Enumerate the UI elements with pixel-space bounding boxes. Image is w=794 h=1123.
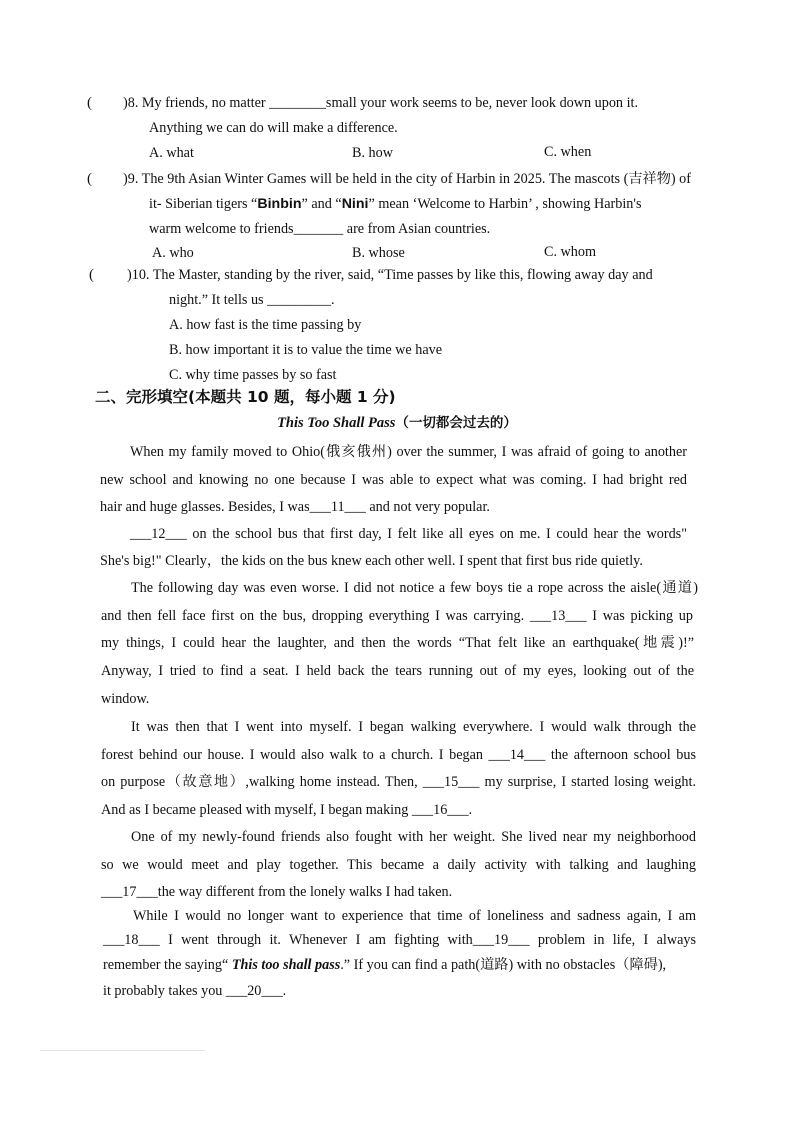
passage-line: It was then that I went into myself. I began walking everywhere. I would walk through the [131, 719, 696, 735]
passage-line: my things, I could hear the laughter, and then the words “That felt like an earthquake(地震)!” [101, 635, 694, 651]
passage-line: And as I became pleased with myself, I began making ___16___. [101, 802, 473, 818]
q8-option-b[interactable]: B. how [352, 145, 393, 161]
passage-line: When my family moved to Ohio(俄亥俄州) over the summer, I was afraid of going to another [130, 444, 687, 460]
passage-line: She's big!" Clearly，the kids on the bus knew each other well. I spent that first bus ride quietly. [100, 553, 643, 569]
q9-stem-line1: )9. The 9th Asian Winter Games will be held in the city of Harbin in 2025. The mascots (吉祥物) of [123, 171, 692, 187]
passage-line: The following day was even worse. I did not notice a few boys tie a rope across the aisle(通道) [131, 580, 698, 596]
passage-line: While I would no longer want to experience that time of loneliness and sadness again, I am [133, 908, 696, 924]
q8-stem-line2: Anything we can do will make a difference. [149, 120, 398, 136]
passage-line: forest behind our house. I would also walk to a church. I began ___14___ the afternoon school bus [101, 747, 696, 763]
q8-option-c[interactable]: C. when [544, 144, 592, 160]
answer-paren[interactable]: ( [89, 267, 94, 283]
passage-line: so we would meet and play together. This became a daily activity with talking and laughing [101, 857, 696, 873]
passage-line: window. [101, 691, 150, 707]
passage-line: remember the saying“ This too shall pass.” If you can find a path(道路) with no obstacles（障碍), [103, 957, 667, 973]
passage-line: Anyway, I tried to find a seat. I held back the tears running out of my eyes, looking out of the [101, 663, 694, 679]
section-heading: 二、完形填空(本题共 10 题，每小题 1 分) [95, 388, 396, 406]
passage-line: new school and knowing no one because I was able to expect what was coming. I had bright red [100, 472, 687, 488]
passage-line: ___17___the way different from the lonely walks I had taken. [101, 884, 453, 900]
passage-title-en: This Too Shall Pass [277, 415, 396, 431]
passage-line: and then fell face first on the bus, dropping everything I was carrying. ___13___ I was picking up [101, 608, 693, 624]
q10-stem-line1: )10. The Master, standing by the river, said, “Time passes by like this, flowing away day and [127, 267, 653, 283]
q10-stem-line2: night.” It tells us _________. [169, 292, 335, 308]
answer-paren[interactable]: ( [87, 171, 92, 187]
passage-line: ___12___ on the school bus that first day, I felt like all eyes on me. I could hear the words" [130, 526, 687, 542]
q10-option-a[interactable]: A. how fast is the time passing by [169, 317, 362, 333]
q8-option-a[interactable]: A. what [149, 145, 194, 161]
divider [40, 1050, 205, 1051]
passage-title-zh: （一切都会过去的） [395, 415, 517, 431]
passage-line: ___18___ I went through it. Whenever I am fighting with___19___ problem in life, I always [103, 932, 696, 948]
q9-option-c[interactable]: C. whom [544, 244, 597, 260]
q9-option-a[interactable]: A. who [152, 245, 194, 261]
passage-line: on purpose（故意地）,walking home instead. Then, ___15___ my surprise, I started losing weight. [101, 774, 696, 790]
q9-stem-line2: it- Siberian tigers “Binbin” and “Nini” mean ‘Welcome to Harbin’ , showing Harbin's [149, 196, 642, 212]
q9-stem-line3: warm welcome to friends_______ are from Asian countries. [149, 221, 491, 237]
passage-line: hair and huge glasses. Besides, I was___11___ and not very popular. [100, 499, 490, 515]
passage-title [0, 413, 794, 433]
answer-paren[interactable]: ( [87, 95, 92, 111]
passage-line: One of my newly-found friends also fought with her weight. She lived near my neighborhood [131, 829, 696, 845]
q10-option-c[interactable]: C. why time passes by so fast [169, 367, 337, 383]
q8-stem-line1: )8. My friends, no matter ________small your work seems to be, never look down upon it. [123, 95, 639, 111]
q9-option-b[interactable]: B. whose [352, 245, 405, 261]
q10-option-b[interactable]: B. how important it is to value the time we have [169, 342, 443, 358]
passage-line: it probably takes you ___20___. [103, 983, 287, 999]
